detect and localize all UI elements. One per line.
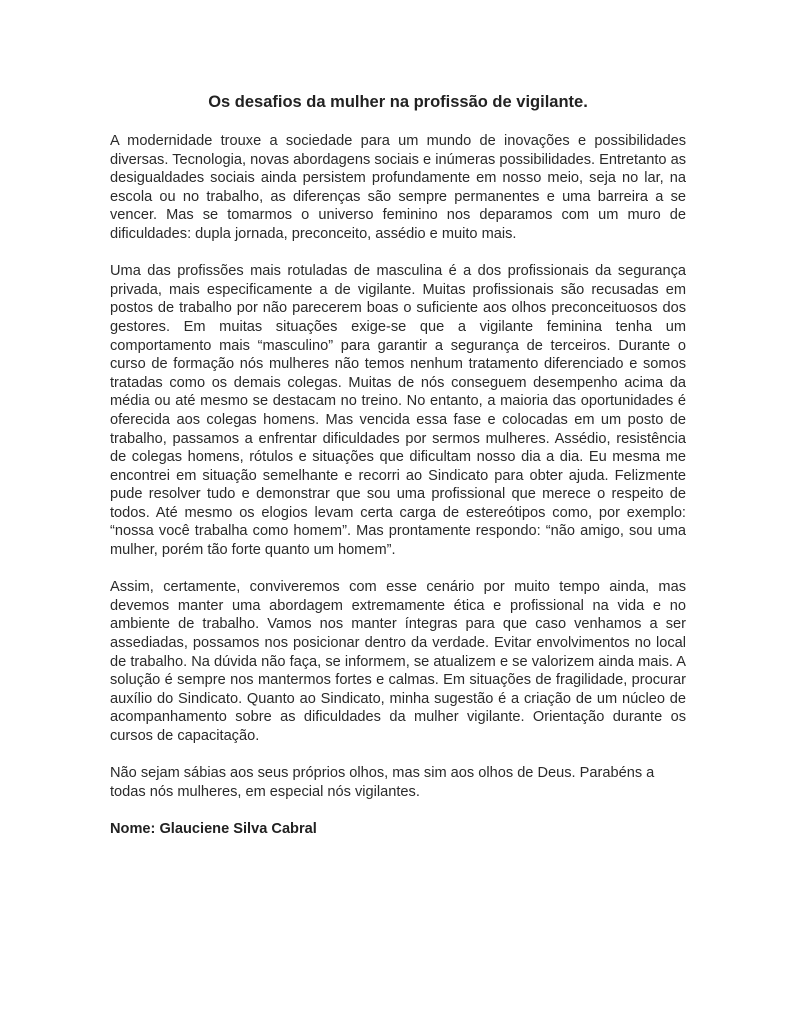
author-signature: Nome: Glauciene Silva Cabral xyxy=(110,820,317,837)
paragraph-conclusion: Assim, certamente, conviveremos com esse cenário por muito tempo ainda, mas devemos manter uma abordagem extremamente ética e profissional na vida e no ambiente de trabalho. Vamos nos manter íntegras para que caso venhamos a ser assediadas, possamos nos posicionar dentro da verdade. Evitar envolvimentos no local de trabalho. Na dúvida não faça, se informem, se atualizem e se valorizem ainda mais. A solução é sempre nos mantermos fortes e calmas. Em situações de fragilidade, procurar auxílio do Sindicato. Quanto ao Sindicato, minha sugestão é a criação de um núcleo de acompanhamento sobre as dificuldades da mulher vigilante. Orientação durante os cursos de capacitação. xyxy=(110,579,686,744)
paragraph-intro: A modernidade trouxe a sociedade para um mundo de inovações e possibilidades diversas. Tecnologia, novas abordagens sociais e inúmeras possibilidades. Entretanto as desigualdades sociais ainda persistem profundamente em nosso meio, seja no lar, na escola ou no trabalho, as diferenças são sempre permanentes e uma barreira a se vencer. Mas se tomarmos o universo feminino nos deparamos com um muro de dificuldades: dupla jornada, preconceito, assédio e muito mais. xyxy=(110,133,686,242)
document-title: Os desafios da mulher na profissão de vigilante. xyxy=(208,93,588,111)
paragraph-profession: Uma das profissões mais rotuladas de masculina é a dos profissionais da segurança privada, mais especificamente a de vigilante. Muitas profissionais são recusadas em postos de trabalho por não parecerem boas o suficiente aos olhos preconceituosos dos gestores. Em muitas situações exige-se que a vigilante feminina tenha um comportamento mais “masculino” para garantir a segurança de terceiros. Durante o curso de formação nós mulheres não temos nenhum tratamento diferenciado e somos tratadas como os demais colegas. Muitas de nós conseguem desempenho acima da média ou até mesmo se destacam no treino. No entanto, a maioria das oportunidades é oferecida aos colegas homens. Mas vencida essa fase e colocadas em um posto de trabalho, passamos a enfrentar dificuldades por sermos mulheres. Assédio, resistência de colegas homens, rótulos e situações que dificultam nosso dia a dia. Eu mesma me encontrei em situação semelhante e recorri ao Sindicato para obter ajuda. Felizmente pude resolver tudo e demonstrar que sou uma profissional que merece o respeito de todos. Até mesmo os elogios levam certa carga de estereótipos como, por exemplo: “nossa você trabalha como homem”. Mas prontamente respondo: “não amigo, sou uma mulher, porém tão forte quanto um homem”. xyxy=(110,263,686,559)
paragraph-closing: Não sejam sábias aos seus próprios olhos, mas sim aos olhos de Deus. Parabéns a todas nós mulheres, em especial nós vigilantes. xyxy=(110,765,655,800)
document-page xyxy=(110,92,686,839)
